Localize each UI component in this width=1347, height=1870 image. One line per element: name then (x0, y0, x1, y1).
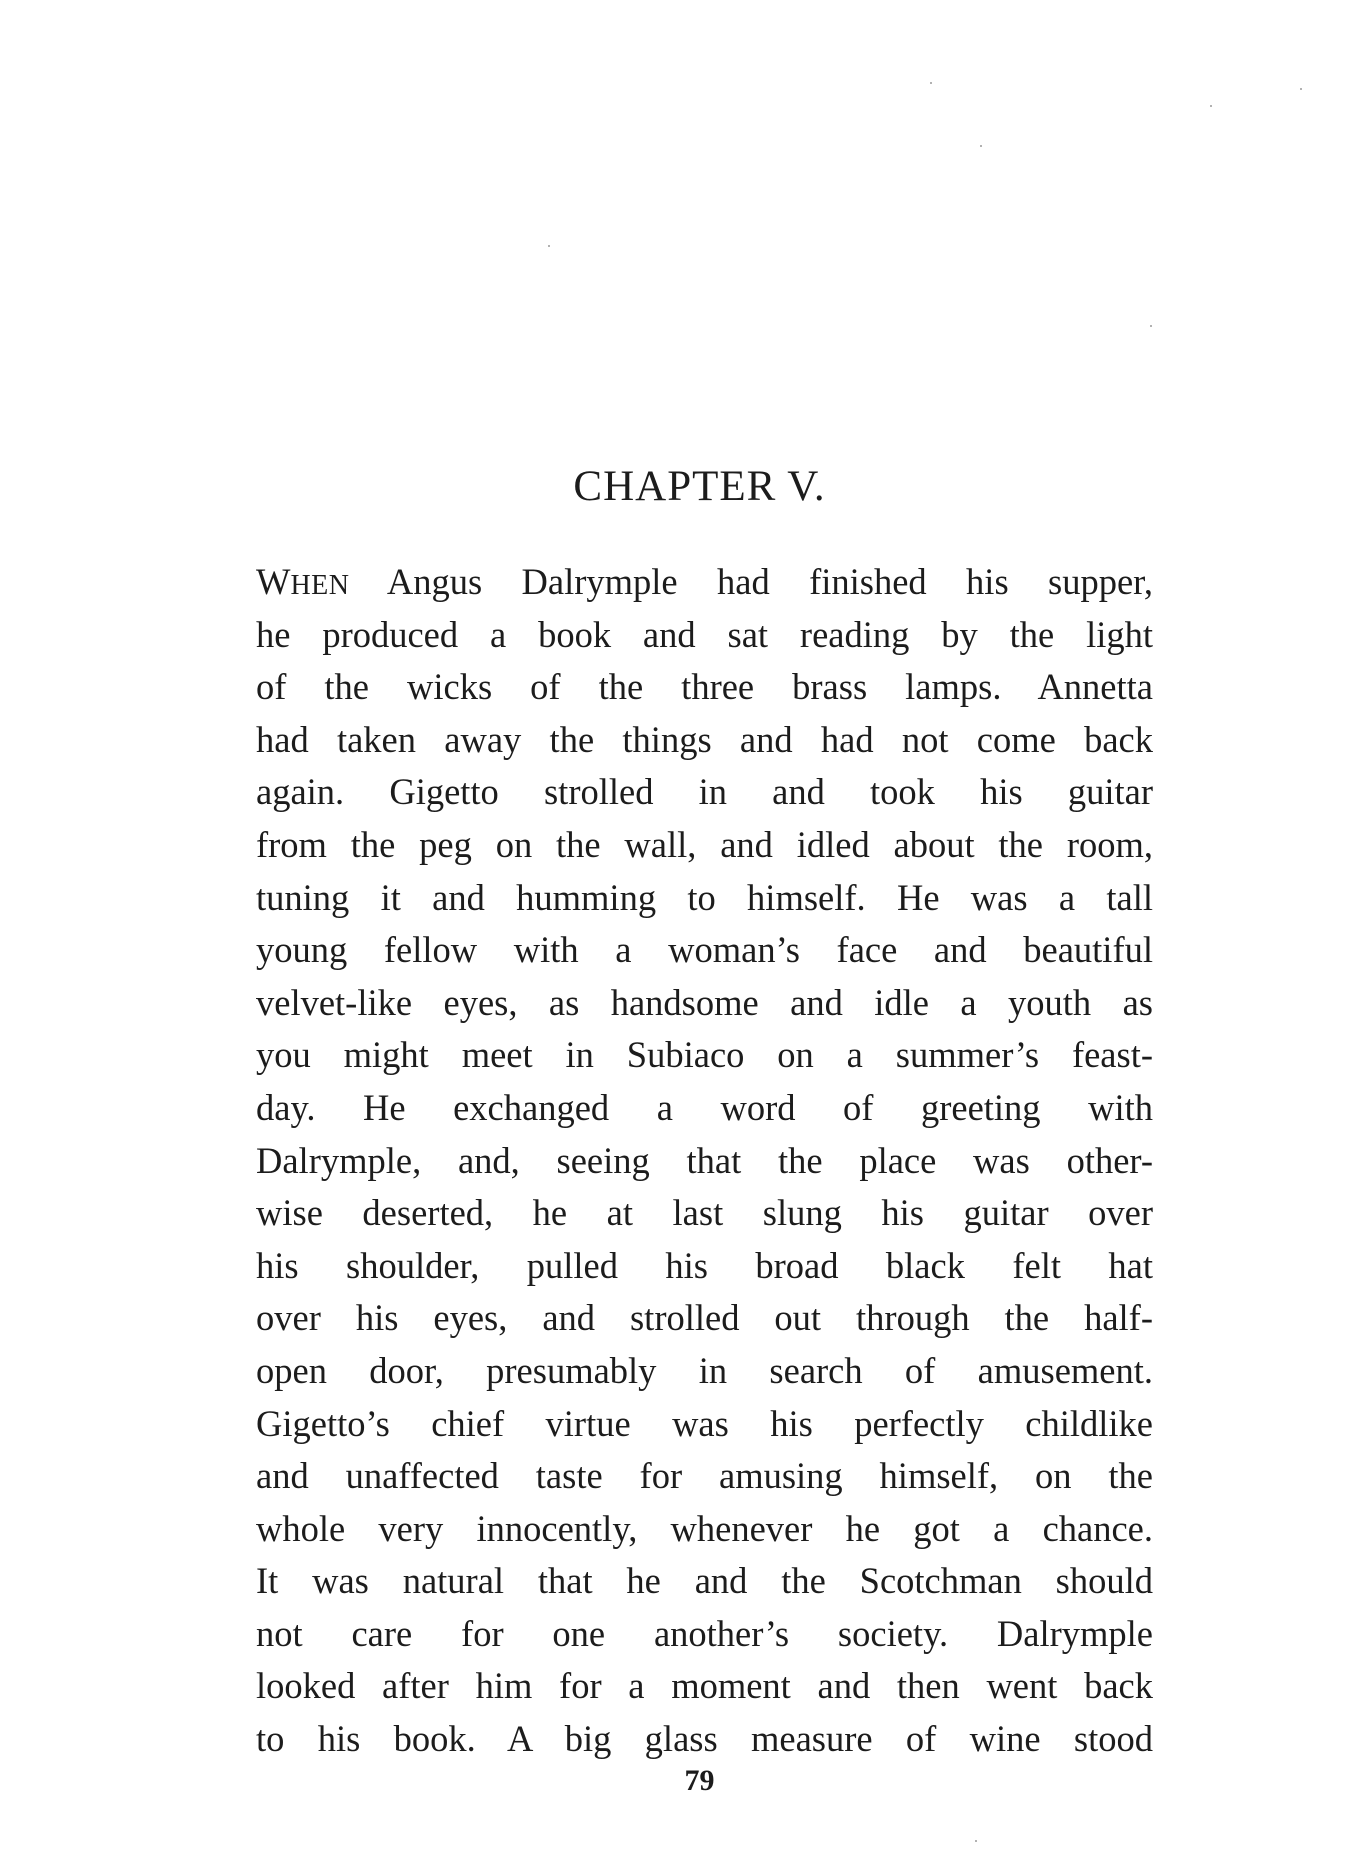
scan-speck (930, 82, 932, 84)
text-line: not care for one another’s society. Dalrymple (256, 1612, 1153, 1654)
scan-speck (1300, 88, 1302, 90)
text-line: It was natural that he and the Scotchman should (256, 1560, 1153, 1602)
text-line: Gigetto’s chief virtue was his perfectly childlike (256, 1402, 1153, 1444)
text-line: whole very innocently, whenever he got a chance. (256, 1507, 1153, 1549)
text-line: over his eyes, and strolled out through the half- (256, 1297, 1153, 1339)
text-line-content: Angus Dalrymple had finished his supper, (349, 561, 1153, 602)
page-number: 79 (684, 1764, 715, 1797)
text-line: you might meet in Subiaco on a summer’s feast- (256, 1034, 1153, 1076)
text-line: of the wicks of the three brass lamps. Annetta (256, 666, 1153, 708)
text-line: again. Gigetto strolled in and took his guitar (256, 771, 1153, 813)
text-line: velvet-like eyes, as handsome and idle a youth as (256, 981, 1153, 1023)
scan-speck (980, 145, 982, 147)
text-line: to his book. A big glass measure of wine stood (256, 1718, 1153, 1760)
text-line: his shoulder, pulled his broad black felt hat (256, 1244, 1153, 1286)
chapter-heading: CHAPTER V. (573, 463, 826, 510)
text-line: young fellow with a woman’s face and beautiful (256, 929, 1153, 971)
text-line: looked after him for a moment and then went back (256, 1665, 1153, 1707)
body-text (256, 556, 1153, 1766)
text-line: Dalrymple, and, seeing that the place was other- (256, 1139, 1153, 1181)
scan-speck (975, 1840, 977, 1842)
text-line: tuning it and humming to himself. He was a tall (256, 876, 1153, 918)
text-line: he produced a book and sat reading by the light (256, 613, 1153, 655)
text-line: wise deserted, he at last slung his guitar over (256, 1192, 1153, 1234)
text-line (256, 556, 1153, 609)
scan-speck (1150, 325, 1152, 327)
small-caps-initial: W (256, 561, 291, 602)
text-line: day. He exchanged a word of greeting with (256, 1086, 1153, 1128)
small-caps-rest: HEN (290, 570, 350, 601)
text-line: and unaffected taste for amusing himself, on the (256, 1455, 1153, 1497)
scan-speck (1210, 105, 1212, 107)
text-line: from the peg on the wall, and idled about the room, (256, 823, 1153, 865)
text-line: had taken away the things and had not come back (256, 718, 1153, 760)
text-line: open door, presumably in search of amusement. (256, 1349, 1153, 1391)
scan-speck (548, 245, 550, 247)
